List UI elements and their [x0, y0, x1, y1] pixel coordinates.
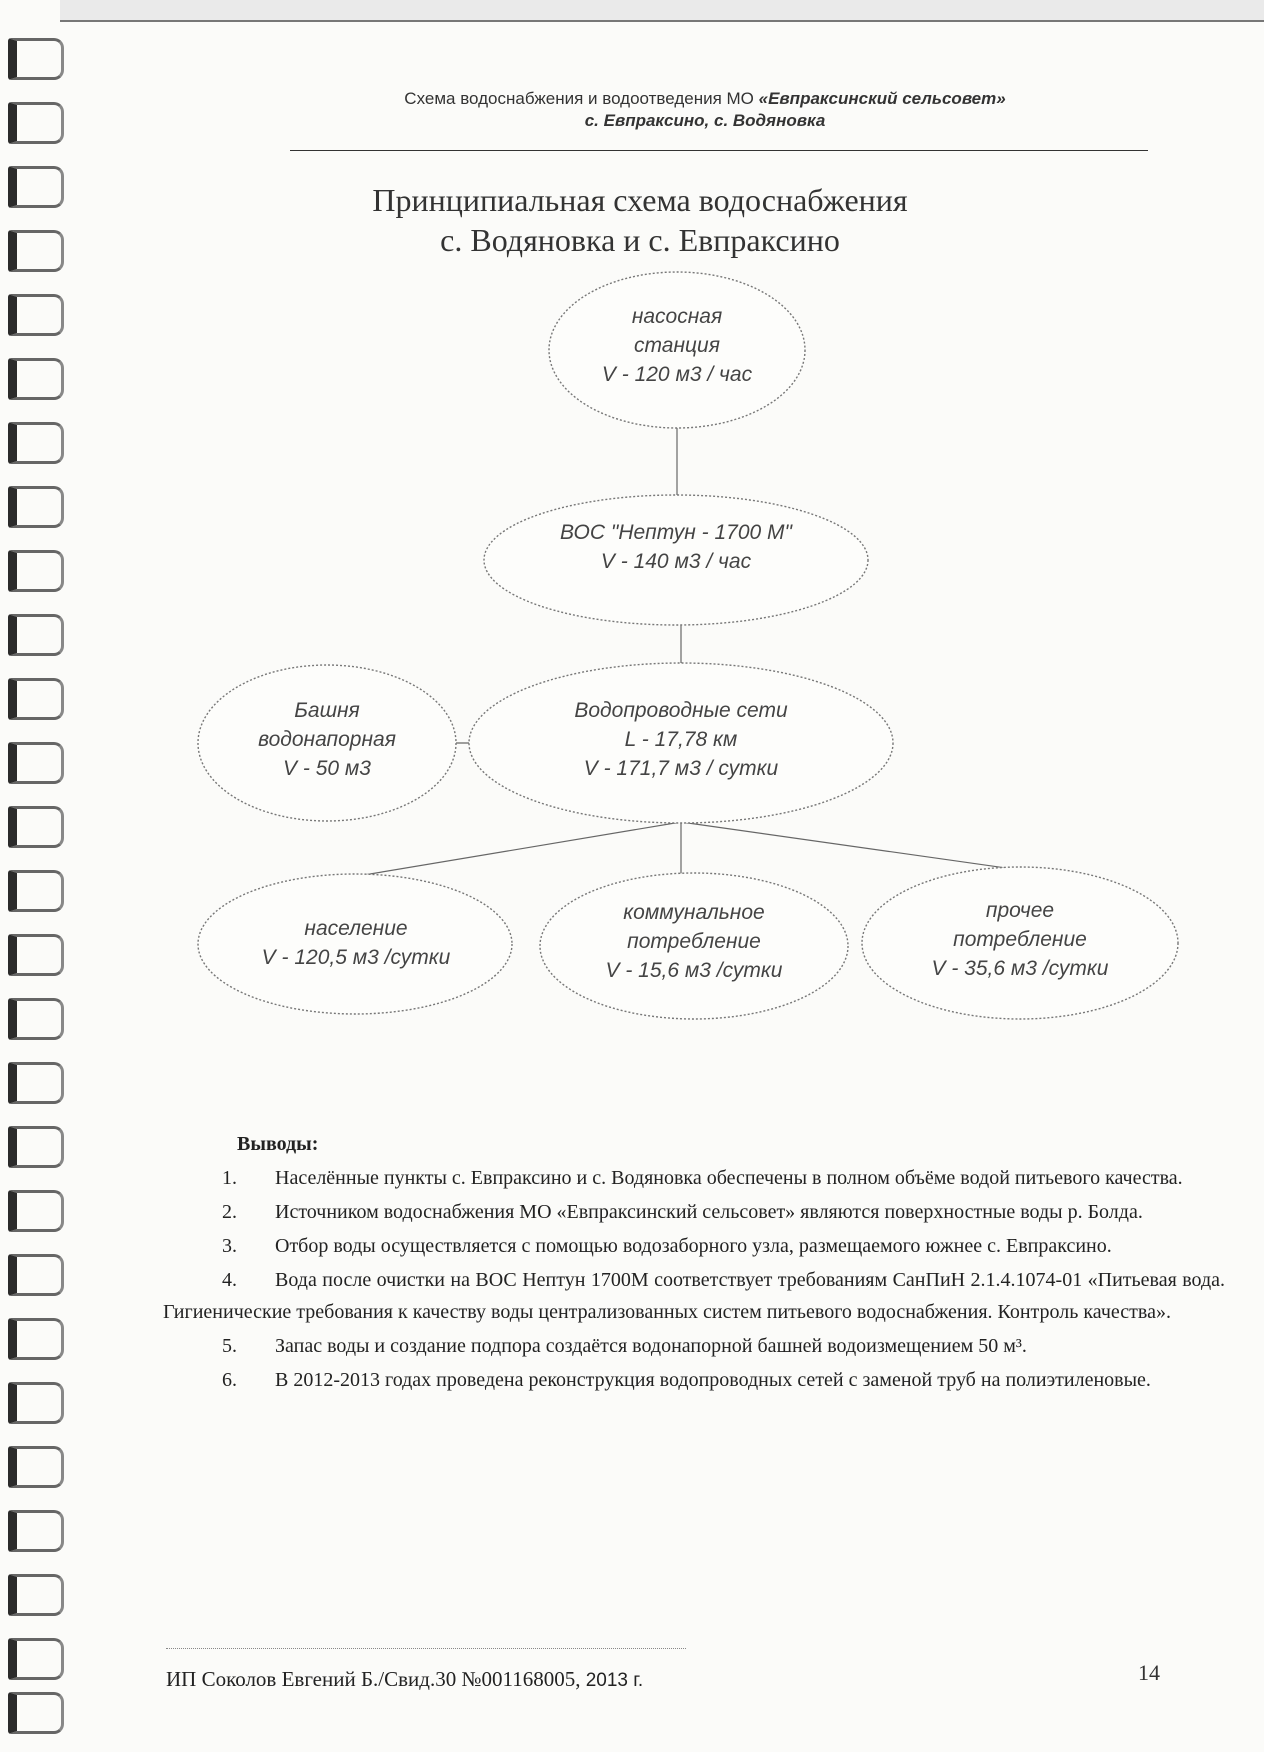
conclusions-heading: Выводы:: [237, 1133, 319, 1155]
binding-ring: [8, 1382, 64, 1424]
item-text: Вода после очистки на ВОС Нептун 1700М соответствует требованиям СанПиН 2.1.4.1074-01 «Питьевая вода. Гигиенические требования к качеству воды централизованных систем питьевого водоснабжения. Контроль качества».: [163, 1269, 1225, 1323]
node-line: V - 140 м3 / час: [600, 550, 752, 573]
footer-year: 2013 г.: [585, 1670, 644, 1691]
node-line: ВОС "Нептун - 1700 М": [560, 521, 792, 544]
conclusion-item: [163, 1196, 1225, 1228]
item-number: 6.: [222, 1369, 237, 1391]
node-line: прочее: [985, 899, 1055, 922]
binding-ring: [8, 1126, 64, 1168]
item-text: Населённые пункты с. Евпраксино и с. Водяновка обеспечены в полном объёме водой питьевого качества.: [275, 1167, 1183, 1189]
node-line: население: [304, 917, 408, 940]
node-line: V - 15,6 м3 /сутки: [605, 959, 783, 982]
node-treatment: [500, 518, 852, 576]
node-population: [208, 914, 504, 972]
conclusion-item: [163, 1162, 1225, 1194]
binding-ring: [8, 1638, 64, 1680]
connector-network-other: [681, 822, 1020, 870]
node-line: L - 17,78 км: [624, 728, 738, 751]
item-number: 2.: [222, 1201, 237, 1223]
conclusion-item: [163, 1330, 1225, 1362]
node-communal: [548, 898, 840, 985]
node-line: V - 35,6 м3 /сутки: [931, 957, 1109, 980]
header-org: «Евпраксинский сельсовет»: [758, 89, 1006, 108]
title-line-1: Принципиальная схема водоснабжения: [372, 182, 908, 218]
item-number: 5.: [222, 1335, 237, 1357]
header-prefix: Схема водоснабжения и водоотведения МО: [404, 89, 759, 108]
binding-ring: [8, 1510, 64, 1552]
binding-ring: [8, 1254, 64, 1296]
item-text: Запас воды и создание подпора создаётся водонапорной башней водоизмещением 50 м³.: [275, 1335, 1027, 1357]
binding-ring: [8, 1190, 64, 1232]
binding-ring: [8, 1692, 64, 1734]
node-line: потребление: [627, 930, 761, 953]
node-other: [872, 896, 1168, 983]
connector-network-population: [364, 822, 681, 875]
page-number: 14: [1138, 1660, 1160, 1685]
node-line: Башня: [294, 699, 360, 722]
item-text: Источником водоснабжения МО «Евпраксинский сельсовет» являются поверхностные воды р. Болда.: [275, 1201, 1143, 1223]
header-locations: с. Евпраксино, с. Водяновка: [584, 111, 826, 130]
node-network: [500, 696, 862, 783]
node-line: потребление: [953, 928, 1087, 951]
binding-ring: [8, 1062, 64, 1104]
node-line: V - 171,7 м3 / сутки: [583, 757, 779, 780]
item-text: В 2012-2013 годах проведена реконструкция водопроводных сетей с заменой труб на полиэтиленовые.: [275, 1369, 1151, 1391]
binding-ring: [8, 1574, 64, 1616]
node-pump-station: [557, 302, 797, 389]
page-footer: [166, 1667, 643, 1692]
node-tower: [204, 696, 450, 783]
item-number: 4.: [222, 1269, 237, 1291]
node-line: V - 120,5 м3 /сутки: [261, 946, 451, 969]
node-line: коммунальное: [623, 901, 765, 924]
footer-rule: [166, 1648, 686, 1649]
node-line: водонапорная: [258, 728, 396, 751]
binding-ring: [8, 1446, 64, 1488]
conclusion-item: [163, 1264, 1225, 1328]
node-line: Водопроводные сети: [574, 699, 788, 722]
node-line: станция: [634, 334, 720, 357]
item-text: Отбор воды осуществляется с помощью водозаборного узла, размещаемого южнее с. Евпраксино.: [275, 1235, 1112, 1257]
title-line-2: с. Водяновка и с. Евпраксино: [440, 222, 840, 258]
conclusion-item: [163, 1364, 1225, 1396]
binding-ring: [8, 1318, 64, 1360]
conclusion-item: [163, 1230, 1225, 1262]
item-number: 1.: [222, 1167, 237, 1189]
conclusions-section: [163, 1128, 1225, 1398]
node-line: V - 120 м3 / час: [601, 363, 753, 386]
node-line: насосная: [631, 305, 723, 328]
footer-author: ИП Соколов Евгений Б./Свид.30 №001168005,: [166, 1667, 581, 1691]
node-line: V - 50 м3: [283, 757, 371, 780]
item-number: 3.: [222, 1235, 237, 1257]
